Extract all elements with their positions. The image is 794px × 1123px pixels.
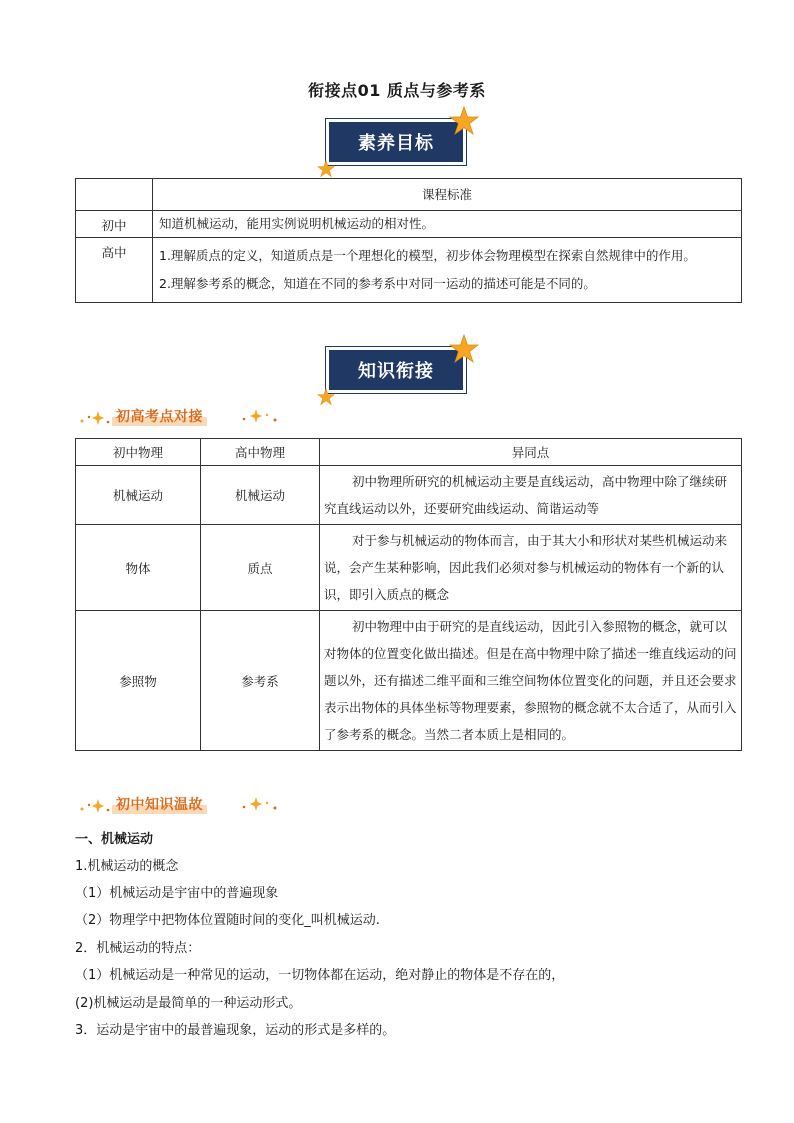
sparkle-icon xyxy=(78,409,112,427)
difference-cell xyxy=(320,611,742,751)
banner-literacy-goals xyxy=(325,118,467,166)
content-line: 3．运动是宇宙中的最普遍现象，运动的形式是多样的。 xyxy=(75,1023,396,1038)
standard-line: 1.理解质点的定义，知道质点是一个理想化的模型，初步体会物理模型在探索自然规律中的作用。 xyxy=(159,248,696,263)
senior-cell: 参考系 xyxy=(201,611,320,751)
star-icon xyxy=(449,106,479,136)
header-cell xyxy=(76,179,153,211)
table-row xyxy=(76,611,742,751)
difference-text: 初中物理中由于研究的是直线运动，因此引入参照物的概念，就可以对物体的位置变化做出描述。但是在高中物理中除了描述一维直线运动的问题以外，还有描述二维平面和三维空间物体位置变化的问题，并且还会要求表示出物体的具体坐标等物理要素，参照物的概念就不太合适了，从而引入了参考系的概念。当然二者本质上是相同的。 xyxy=(324,619,737,742)
table-row xyxy=(76,238,742,303)
senior-cell: 质点 xyxy=(201,525,320,611)
table-row xyxy=(76,525,742,611)
content-line: (2)机械运动是最简单的一种运动形式。 xyxy=(75,996,302,1011)
table-row xyxy=(76,466,742,525)
table-header-row xyxy=(76,439,742,466)
section-title: 初高考点对接 xyxy=(112,406,207,426)
standard-line: 2.理解参考系的概念，知道在不同的参考系中对同一运动的描述可能是不同的。 xyxy=(159,276,596,291)
standard-cell xyxy=(153,211,742,238)
senior-cell: 机械运动 xyxy=(201,466,320,525)
course-standards-table xyxy=(75,178,742,303)
content-line: （1）机械运动是一种常见的运动，一切物体都在运动，绝对静止的物体是不存在的， xyxy=(75,968,565,983)
content-line: （2）物理学中把物体位置随时间的变化_叫机械运动. xyxy=(75,913,380,928)
banner-label: 知识衔接 xyxy=(329,350,463,390)
difference-text: 初中物理所研究的机械运动主要是直线运动，高中物理中除了继续研究直线运动以外，还要研究曲线运动、简谐运动等 xyxy=(324,474,728,516)
star-icon xyxy=(449,334,479,364)
content-line: （1）机械运动是宇宙中的普遍现象 xyxy=(75,886,279,901)
section-title: 初中知识温故 xyxy=(112,794,207,814)
level-cell: 初中 xyxy=(76,211,153,238)
junior-cell: 参照物 xyxy=(76,611,201,751)
header-cell: 异同点 xyxy=(320,439,742,466)
table-header-row xyxy=(76,179,742,211)
header-cell: 课程标准 xyxy=(153,179,742,211)
standard-line: 知道机械运动，能用实例说明机械运动的相对性。 xyxy=(159,216,435,231)
sparkle-icon xyxy=(78,797,112,815)
difference-text: 对于参与机械运动的物体而言，由于其大小和形状对某些机械运动来说，会产生某种影响，因此我们必须对参与机械运动的物体有一个新的认识，即引入质点的概念 xyxy=(324,533,728,602)
sparkle-icon xyxy=(240,795,280,813)
content-line: 2．机械运动的特点： xyxy=(75,941,201,956)
difference-cell xyxy=(320,525,742,611)
content-heading: 一、机械运动 xyxy=(75,832,154,847)
star-icon xyxy=(317,388,335,406)
difference-cell xyxy=(320,466,742,525)
standard-cell xyxy=(153,238,742,303)
banner-knowledge-link xyxy=(325,346,467,394)
banner-label: 素养目标 xyxy=(329,122,463,162)
comparison-table xyxy=(75,438,742,751)
junior-cell: 机械运动 xyxy=(76,466,201,525)
header-cell: 初中物理 xyxy=(76,439,201,466)
sparkle-icon xyxy=(240,407,280,425)
junior-cell: 物体 xyxy=(76,525,201,611)
table-row xyxy=(76,211,742,238)
star-icon xyxy=(317,160,335,178)
page-title: 衔接点01 质点与参考系 xyxy=(308,81,486,100)
content-line: 1.机械运动的概念 xyxy=(75,859,179,874)
level-cell: 高中 xyxy=(76,238,153,303)
header-cell: 高中物理 xyxy=(201,439,320,466)
section-label-comparison xyxy=(78,405,278,429)
section-label-review xyxy=(78,793,278,817)
